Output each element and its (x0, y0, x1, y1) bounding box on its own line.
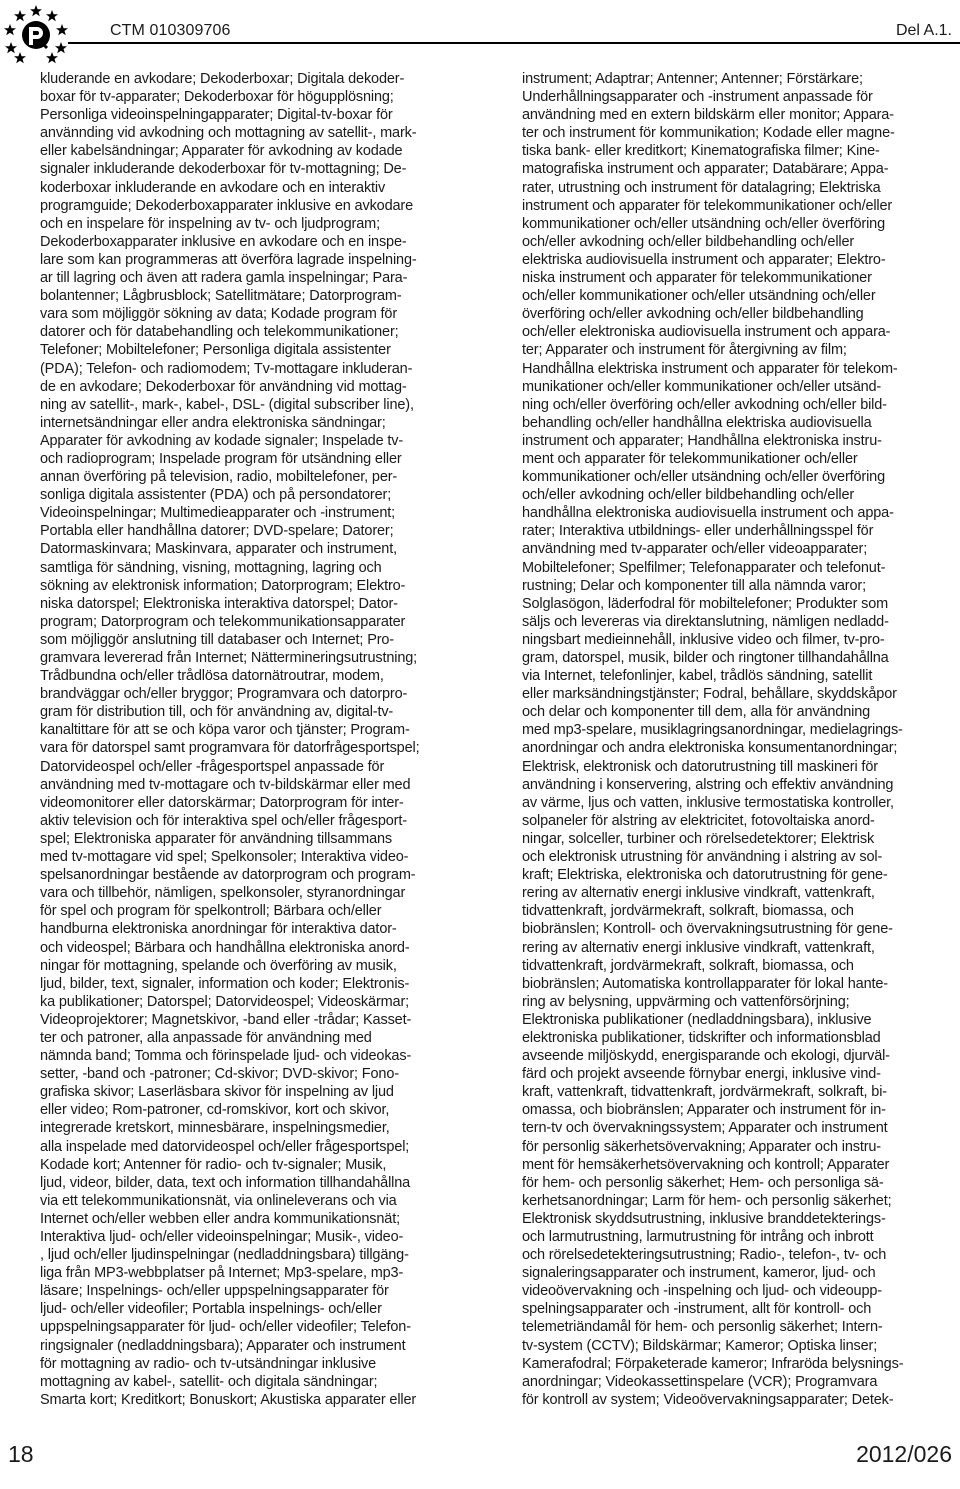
emblem-logo-icon (3, 2, 69, 66)
part-label: Del A.1. (895, 22, 952, 39)
right-column-text: instrument; Adaptrar; Antenner; Antenner; Förstärkare; Underhållningsapparater och -instrument anpassade för användning med en extern bildskärm eller monitor; Appara- ter och instrument för kommunikation; Kodade eller magne- tiska bank- eller kreditkort; Kinematografiska filmer; Kine- matografiska instrument och apparater; Databärare; Appa- rater, utrustning och instrument för datalagring; Elektriska instrument och apparater för telekommunikationer och/eller kommunikationer och/eller utsändning och/eller överföring och/eller avkodning och/eller bildbehandling och/eller elektriska audiovisuella instrument och apparater; Elektro- niska instrument och apparater för telekommunikationer och/eller kommunikationer och/eller utsändning och/eller överföring och/eller avkodning och/eller bildbehandling och/eller elektroniska audiovisuella instrument och appara- ter; Apparater och instrument för återgivning av film; Handhållna elektriska instrument och apparater för telekom- munikationer och/eller kommunikationer och/eller utsänd- ning och/eller överföring och/eller avkodning och/eller bild- behandling och/eller handhållna elektriska audiovisuella instrument och apparater; Handhållna elektroniska instru- ment och apparater för telekommunikationer och/eller kommunikationer och/eller utsändning och/eller överföring och/eller avkodning och/eller bildbehandling och/eller handhållna elektroniska audiovisuella instrument och appa- rater; Interaktiva utbildnings- eller underhållningsspel för användning med tv-apparater och/eller videoapparater; Mobiltelefoner; Spelfilmer; Telefonapparater och telefonut- rustning; Delar och komponenter till alla nämnda varor; Solglasögon, läderfodral för mobiltelefoner; Produkter som säljs och levereras via direktanslutning, nämligen nedladd- ningsbart medieinnehåll, inklusive video och filmer, tv-pro- gram, datorspel, musik, bilder och ringtoner tillhandahållna via Internet, telefonlinjer, kabel, trådlös sändning, satellit eller marksändningstjänster; Fodral, behållare, skyddskåpor och delar och komponenter till dem, alla för användning med mp3-spelare, musiklagringsanordningar, medielagrings- anordningar och andra elektroniska konsumentanordningar; Elektrisk, elektronisk och datorutrustning till maskineri för användning i konservering, alstring och effektiv användning av värme, ljus och vatten, inklusive termostatiska kontroller, solpaneler för alstring av elektricitet, fotovoltaiska anord- ningar, solceller, turbiner och rörelsedetektorer; Elektrisk och elektronisk utrustning för användning i alstring av sol- kraft; Elektriska, elektroniska och datorutrustning för gene- rering av alternativ energi inklusive vindkraft, vattenkraft, tidvattenkraft, jordvärmekraft, solkraft, biomassa, och biobränslen; Kontroll- och övervakningsutrustning för gene- rering av alternativ energi inklusive vindkraft, vattenkraft, tidvattenkraft, jordvärmekraft, solkraft, biomassa, och biobränslen; Automatiska kontrollapparater för lokal hante- ring av belysning, uppvärming och vattenförsörjning; Elektroniska publikationer (nedladdningsbara), inklusive elektroniska publikationer, tidskrifter och informationsblad avseende miljöskydd, energisparande och ekologi, djurväl- färd och projekt avseende förnybar energi, inklusive vind- kraft, vattenkraft, tidvattenkraft, jordvärmekraft, solkraft, bi- omassa, och biobränslen; Apparater och instrument för in- tern-tv och övervakningssystem; Apparater och instrument för personlig säkerhetsövervakning; Apparater och instru- ment för hemsäkerhetsövervakning och kontroll; Apparater för hem- och personlig säkerhet; Hem- och personliga sä- kerhetsanordningar; Larm för hem- och personlig säkerhet; Elektronisk skyddsutrustning, inklusive branddetekterings- och larmutrustning, larmutrustning för intrång och inbrott och rörelsedetekteringsutrustning; Radio-, telefon-, tv- och signaleringsapparater och instrument, kameror, ljud- och videoövervakning och -inspelning och ljud- och videoupp- spelningsapparater och -instrument, allt för kontroll- och telemetriändamål för hem- och personlig säkerhet; Intern- tv-system (CCTV); Bildskärmar; Kameror; Optiska linser; Kamerafodral; Förpaketerade kameror; Infraröda belysnings- anordningar; Videokassettinspelare (VCR); Programvara för kontroll av system; Videoövervakningsapparater; Detek- (522, 71, 904, 1408)
document-id: CTM 010309706 (110, 22, 231, 39)
page-number: 18 (8, 1441, 34, 1467)
header-rule (68, 42, 960, 44)
issue-number: 2012/026 (856, 1441, 952, 1467)
left-column-text: kluderande en avkodare; Dekoderboxar; Digitala dekoder- boxar för tv-apparater; Dekoderboxar för högupplösning; Personliga videoinspelningapparater; Digital-tv-boxar för använnding vid avkodning och mottagning av satellit-, mark- eller kabelsändningar; Apparater för avkodning av kodade signaler inkluderande dekoderboxar för tv-mottagning; De- koderboxar inkluderande en avkodare och en interaktiv programguide; Dekoderboxapparater inklusive en avkodare och en inspelare för inspelning av tv- och ljudprogram; Dekoderboxapparater inklusive en avkodare och en inspe- lare som kan programmeras att överföra lagrade inspelning- ar till lagring och även att radera gamla inspelningar; Para- bolantenner; Lågbrusblock; Satellitmätare; Datorprogram- vara som möjliggör sökning av data; Kodade program för datorer och för databehandling och telekommunikationer; Telefoner; Mobiltelefoner; Personliga digitala assistenter (PDA); Telefon- och radiomodem; Tv-mottagare inkluderan- de en avkodare; Dekoderboxar för användning vid mottag- ning av satellit-, mark-, kabel-, DSL- (digital subscriber line), internetsändningar eller andra elektroniska sändningar; Apparater för avkodning av kodade signaler; Inspelade tv- och radioprogram; Inspelade program för utsändning eller annan överföring på television, radio, mobiltelefoner, per- sonliga digitala assistenter (PDA) och på persondatorer; Videoinspelningar; Multimedieapparater och -instrument; Portabla eller handhållna datorer; DVD-spelare; Datorer; Datormaskinvara; Maskinvara, apparater och instrument, samtliga för sändning, visning, mottagning, lagring och sökning av elektronisk information; Datorprogram; Elektro- niska datorspel; Elektroniska interaktiva datorspel; Dator- program; Datorprogram och telekommunikationsapparater som möjliggör anslutning till databaser och Internet; Pro- gramvara levererad från Internet; Nättermineringsutrustning; Trådbundna och/eller trådlösa datornätroutrar, modem, brandväggar och/eller bryggor; Programvara och datorpro- gram för distribution till, och för användning av, digital-tv- kanaltittare för att se och köpa varor och tjänster; Program- vara för datorspel samt programvara för datorfrågesportspel; Datorvideospel och/eller -frågesportspel anpassade för användning med tv-mottagare och tv-bildskärmar eller med videomonitorer eller datorskärmar; Datorprogram för inter- aktiv television och för interaktiva spel och/eller frågesport- spel; Elektroniska apparater för användning tillsammans med tv-mottagare vid spel; Spelkonsoler; Interaktiva video- spelsanordningar bestående av datorprogram och program- vara och tillbehör, nämligen, spelkonsoler, styranordningar för spel och program för spelkontroll; Bärbara och/eller handburna elektroniska anordningar för interaktiva dator- och videospel; Bärbara och handhållna elektroniska anord- ningar för mottagning, spelande och överföring av musik, ljud, bilder, text, signaler, information och koder; Elektronis- ka publikationer; Datorspel; Datorvideospel; Videoskärmar; Videoprojektorer; Magnetskivor, -band eller -trådar; Kasset- ter och patroner, alla anpassade för användning med nämnda band; Tomma och förinspelade ljud- och videokas- setter, -band och -patroner; Cd-skivor; DVD-skivor; Fono- grafiska skivor; Laserläsbara skivor för inspelning av ljud eller video; Rom-patroner, cd-romskivor, kort och skivor, integrerade kretskort, minnesbärare, inspelningsmedier, alla inspelade med datorvideospel och/eller frågesportspel; Kodade kort; Antenner för radio- och tv-signaler; Musik, ljud, videor, bilder, data, text och information tillhandahållna via ett telekommunikationsnät, via onlineleverans och via Internet och/eller webben eller andra kommunikationsnät; Interaktiva ljud- och/eller videoinspelningar; Musik-, video- , ljud och/eller ljudinspelningar (nedladdningsbara) tillgäng- liga från MP3-webbplatser på Internet; Mp3-spelare, mp3- läsare; Inspelnings- och/eller uppspelningsapparater för ljud- och/eller videofiler; Portabla inspelnings- och/eller uppspelningsapparater för ljud- och/eller videofiler; Telefon- ringsignaler (nedladdningsbara); Apparater och instrument för mottagning av radio- och tv-utsändningar inklusive mottagning av kabel-, satellit- och digitala sändningar; Smarta kort; Kreditkort; Bonuskort; Akustiska apparater eller (40, 71, 420, 1408)
